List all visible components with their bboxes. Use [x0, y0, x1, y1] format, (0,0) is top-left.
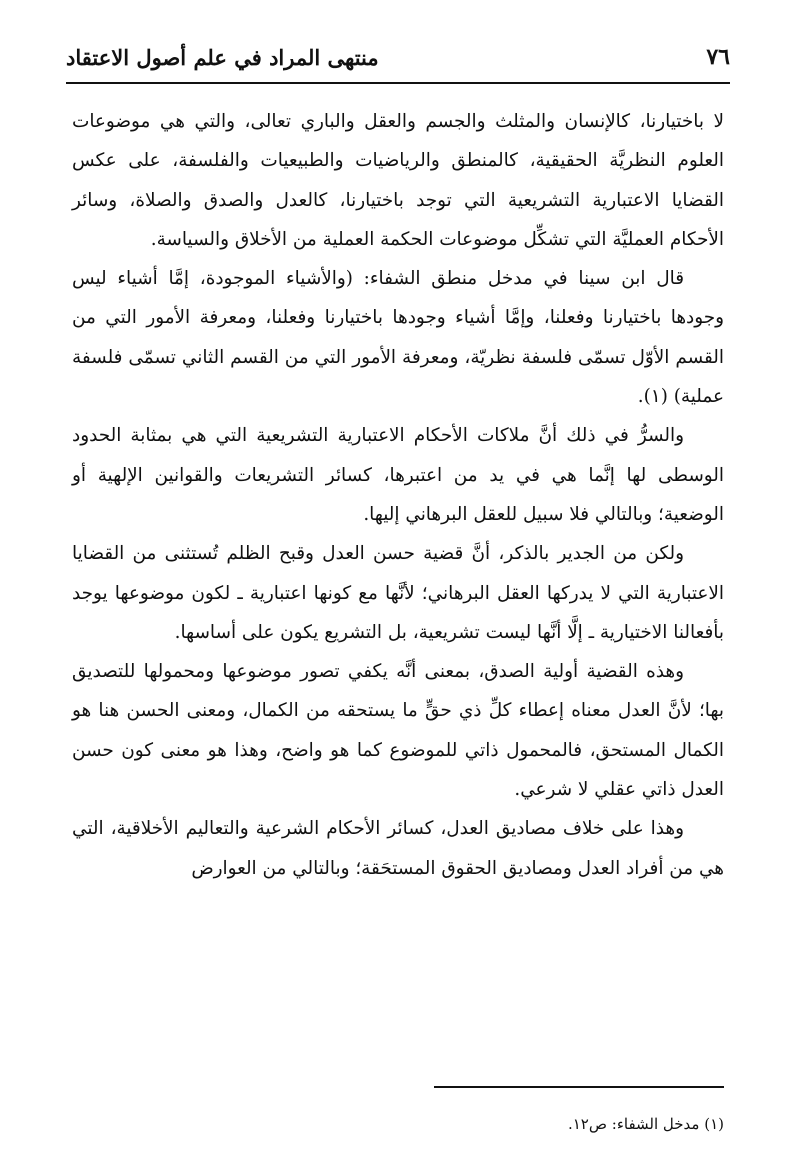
- footnote-divider: [434, 1086, 724, 1088]
- page-header: [66, 40, 730, 74]
- main-text: [72, 102, 724, 888]
- paragraph-4: ولكن من الجدير بالذكر، أنَّ قضية حسن العدل وقبح الظلم تُستثنى من القضايا الاعتبارية التي لا يدركها العقل البرهاني؛ لأنَّها مع كونها اعتبارية ـ لكون موضوعها يوجد بأفعالنا الاختيارية ـ إلَّا أنَّها ليست تشريعية، بل التشريع يكون على أساسها.: [72, 543, 724, 643]
- paragraph-2: قال ابن سينا في مدخل منطق الشفاء: (والأشياء الموجودة، إمَّا أشياء ليس وجودها باختيارنا وفعلنا، وإمَّا أشياء وجودها باختيارنا وفعلنا، ومعرفة الأمور التي من القسم الأوّل تسمّى فلسفة نظريّة، ومعرفة الأمور التي من القسم الثاني تسمّى فلسفة عملية) (١).: [72, 268, 724, 408]
- paragraph-3: والسرُّ في ذلك أنَّ ملاكات الأحكام الاعتبارية التشريعية التي هي بمثابة الحدود الوسطى لها إنَّما هي في يد من اعتبرها، كسائر التشريعات والقوانين الإلهية أو الوضعية؛ وبالتالي فلا سبيل للعقل البرهاني إليها.: [72, 425, 724, 525]
- paragraph-5: وهذه القضية أولية الصدق، بمعنى أنَّه يكفي تصور موضوعها ومحمولها للتصديق بها؛ لأنَّ العدل معناه إعطاء كلِّ ذي حقٍّ ما يستحقه من الكمال، ومعنى الحسن هنا هو الكمال المستحق، فالمحمول ذاتي للموضوع كما هو واضح، وهذا هو معنى كون حسن العدل ذاتي عقلي لا شرعي.: [72, 661, 724, 801]
- paragraph-6: وهذا على خلاف مصاديق العدل، كسائر الأحكام الشرعية والتعاليم الأخلاقية، التي هي من أفراد العدل ومصاديق الحقوق المستحَقة؛ وبالتالي من العوارض: [72, 818, 724, 879]
- paragraph-1: لا باختيارنا، كالإنسان والمثلث والجسم والعقل والباري تعالى، والتي هي موضوعات العلوم النظريَّة الحقيقية، كالمنطق والرياضيات والطبيعيات والفلسفة، على عكس القضايا الاعتبارية التشريعية التي توجد باختيارنا، كالعدل والصدق والصلاة، وسائر الأحكام العمليَّة التي تشكِّل موضوعات الحكمة العملية من الأخلاق والسياسة.: [72, 111, 724, 250]
- header-divider: [66, 82, 730, 84]
- footnote: (١) مدخل الشفاء: ص١٢.: [567, 1115, 724, 1133]
- page-number: ٧٦: [706, 44, 730, 70]
- running-title: منتهى المراد في علم أصول الاعتقاد: [66, 44, 379, 70]
